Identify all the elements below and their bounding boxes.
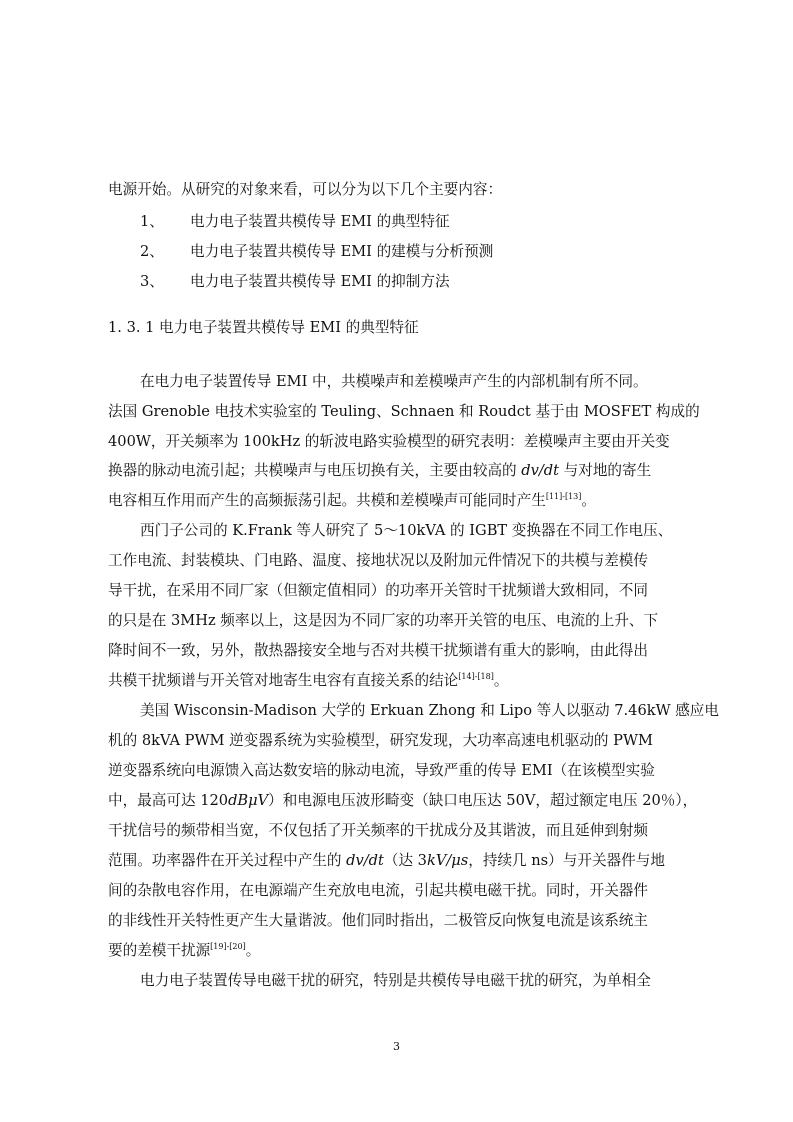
text-line: 的非线性开关特性更产生大量谐波。他们同时指出，二极管反向恢复电流是该系统主 bbox=[108, 912, 648, 929]
citation-ref: [11]-[13] bbox=[545, 492, 582, 502]
text-line: 400W，开关频率为 100kHz 的斩波电路实验模型的研究表明：差模噪声主要由开关变 bbox=[108, 433, 670, 450]
text-line: 范围。功率器件在开关过程中产生的 dv/dt（达 3kV/μs，持续几 ns）与开关器件与地 bbox=[108, 852, 665, 869]
text-line: 法国 Grenoble 电技术实验室的 Teuling、Schnaen 和 Roudct 基于由 MOSFET 构成的 bbox=[108, 403, 700, 420]
list-item-text: 电力电子装置共模传导 EMI 的典型特征 bbox=[190, 213, 450, 230]
text-line: 降时间不一致，另外，散热器接安全地与否对共模干扰频谱有重大的影响，由此得出 bbox=[108, 642, 648, 659]
text-line: 干扰信号的频带相当宽，不仅包括了开关频率的干扰成分及其谐波，而且延伸到射频 bbox=[108, 822, 648, 839]
text-line: 工作电流、封装模块、门电路、温度、接地状况以及附加元件情况下的共模与差模传 bbox=[108, 552, 648, 569]
citation-ref: [14]-[18] bbox=[458, 672, 494, 682]
text-line: 的只是在 3MHz 频率以上，这是因为不同厂家的功率开关管的电压、电流的上升、下 bbox=[108, 612, 659, 629]
text-line: 导干扰，在采用不同厂家（但额定值相同）的功率开关管时干扰频谱大致相同，不同 bbox=[108, 582, 648, 599]
text-line: 机的 8kVA PWM 逆变器系统为实验模型，研究发现，大功率高速电机驱动的 PWM bbox=[108, 732, 653, 749]
list-item-number: 3、 bbox=[140, 273, 164, 290]
text-line: 要的差模干扰源[19]-[20]。 bbox=[108, 942, 261, 959]
text-line: 美国 Wisconsin-Madison 大学的 Erkuan Zhong 和 Lipo 等人以驱动 7.46kW 感应电 bbox=[140, 702, 719, 719]
section-heading: 1. 3. 1 电力电子装置共模传导 EMI 的典型特征 bbox=[108, 319, 419, 336]
list-item-text: 电力电子装置共模传导 EMI 的抑制方法 bbox=[190, 273, 450, 290]
text-line: 换器的脉动电流引起；共模噪声与电压切换有关，主要由较高的 dv/dt 与对地的寄生 bbox=[108, 462, 652, 479]
text-line: 西门子公司的 K.Frank 等人研究了 5～10kVA 的 IGBT 变换器在不同工作电压、 bbox=[140, 522, 673, 539]
list-item-number: 1、 bbox=[140, 213, 164, 230]
intro-line: 电源开始。从研究的对象来看，可以分为以下几个主要内容： bbox=[108, 181, 503, 198]
page-number: 3 bbox=[393, 1040, 400, 1053]
text-line: 共模干扰频谱与开关管对地寄生电容有直接关系的结论[14]-[18]。 bbox=[108, 672, 509, 689]
text-line: 中，最高可达 120dBμV）和电源电压波形畸变（缺口电压达 50V，超过额定电压 20％）， bbox=[108, 792, 698, 809]
citation-ref: [19]-[20] bbox=[210, 942, 246, 952]
text-line: 间的杂散电容作用，在电源端产生充放电电流，引起共模电磁干扰。同时，开关器件 bbox=[108, 882, 648, 899]
text-line: 逆变器系统向电源馈入高达数安培的脉动电流，导致严重的传导 EMI（在该模型实验 bbox=[108, 762, 655, 779]
text-line: 在电力电子装置传导 EMI 中，共模噪声和差模噪声产生的内部机制有所不同。 bbox=[140, 373, 648, 390]
text-line: 电容相互作用而产生的高频振荡引起。共模和差模噪声可能同时产生[11]-[13]。 bbox=[108, 492, 596, 509]
list-item-text: 电力电子装置共模传导 EMI 的建模与分析预测 bbox=[190, 243, 494, 260]
list-item-number: 2、 bbox=[140, 243, 164, 260]
text-line: 电力电子装置传导电磁干扰的研究，特别是共模传导电磁干扰的研究，为单相全 bbox=[140, 972, 651, 989]
